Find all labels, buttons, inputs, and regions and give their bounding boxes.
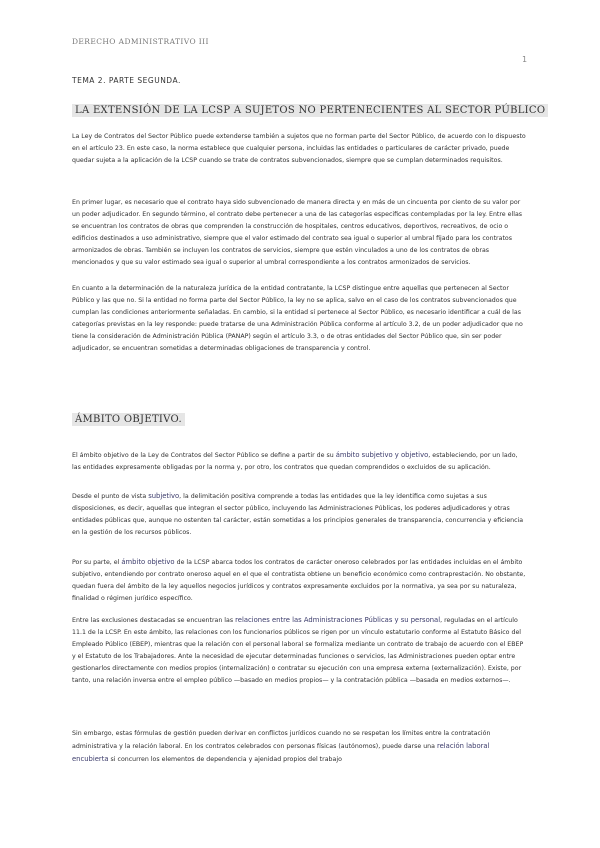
- highlight-term: subjetivo: [148, 492, 180, 500]
- paragraph-4: [72, 449, 526, 474]
- section-heading-extension: LA EXTENSIÓN DE LA LCSP A SUJETOS NO PERTENECIENTES AL SECTOR PÚBLICO: [72, 104, 548, 117]
- paragraph-3: En cuanto a la determinación de la naturaleza jurídica de la entidad contratante, la LCSP distingue entre aquellas que pertenecen al Sector Público y las que no. Si la entidad no forma parte del Sector Público, la ley no se aplica, salvo en el caso de los contratos subvencionados que cumplan las condiciones anteriormente señaladas. En cambio, si la entidad sí pertenece al Sector Público, es necesario identificar a cuál de las categorías previstas en la ley responde: puede tratarse de una Administración Pública conforme al artículo 3.2, de un poder adjudicador que no tiene la consideración de Administración Pública (PANAP) según el artículo 3.3, o de otras entidades del Sector Público que, sin ser poder adjudicador, se encuentran sometidas a determinadas obligaciones de transparencia y control.: [72, 285, 523, 352]
- text-run: Sin embargo, estas fórmulas de gestión pueden derivar en conflictos jurídicos cuando no se respetan los límites entre la contratación administrativa y la relación laboral. En los contratos celebrados con personas físicas (autónomos), puede darse una: [72, 730, 491, 750]
- text-run: , la delimitación positiva comprende a todas las entidades que la ley identifica como sujetas a sus disposiciones, es decir, aquellas que integran el sector público, incluyendo las Administraciones Públicas, los poderes adjudicadores y otras entidades públicas que, aunque no ostenten tal carácter, están sometidas a los principios generales de transparencia, concurrencia y eficiencia en la gestión de los recursos públicos.: [72, 493, 524, 536]
- highlight-term: ámbito subjetivo y objetivo: [335, 451, 429, 459]
- text-run: de la LCSP abarca todos los contratos de carácter oneroso celebrados por las entidades incluidas en el ámbito subjetivo, entendiendo por contrato oneroso aquel en el que el contratista obtiene un beneficio económico como contraprestación. No obstante, quedan fuera del ámbito de la ley aquellos negocios jurídicos y contratos expresamente excluidos por la normativa, ya sea por su naturaleza, finalidad o régimen jurídico específico.: [72, 559, 526, 602]
- paragraph-6: [72, 556, 526, 605]
- text-run: , reguladas en el artículo 11.1 de la LCSP. En este ámbito, las relaciones con los funcionarios públicos se rigen por un vínculo estatutario conforme al Estatuto Básico del Empleado Público (EBEP), mientras que la relación con el personal laboral se formaliza mediante un contrato de trabajo de acuerdo con el EBEP y el Estatuto de los Trabajadores. Ante la necesidad de ejecutar determinadas funciones o servicios, las Administraciones pueden optar entre gestionarlos directamente con medios propios (internalización) o contratar su ejecución con una empresa externa (externalización). Existe, por tanto, una relación inversa entre el empleo público —basado en medios propios— y la contratación pública —basada en medios externos—.: [72, 617, 524, 684]
- paragraph-8: [72, 728, 526, 766]
- text-run: , estableciendo, por un lado, las entidades expresamente obligadas por la norma y, por otro, los contratos que quedan comprendidos o excluidos de su aplicación.: [72, 452, 518, 471]
- highlight-term: relación laboral encubierta: [72, 742, 490, 763]
- paragraph-2: En primer lugar, es necesario que el contrato haya sido subvencionado de manera directa y en más de un cincuenta por ciento de su valor por un poder adjudicador. En segundo término, el contrato debe pertenecer a una de las categorías especificas contempladas por la ley. Entre ellas se encuentran los contratos de obras que comprenden la construcción de hospitales, centros educativos, deportivos, recreativos, de ocio o edificios destinados a uso administrativo, siempre que el valor estimado del contrato sea igual o superior al umbral fijado para los contratos armonizados de obras. También se incluyen los contratos de servicios, siempre que estén vinculados a uno de los contratos de obras mencionados y que su valor estimado sea igual o superior al umbral correspondiente a los contratos armonizados de servicios.: [72, 199, 523, 266]
- section-heading-ambito-objetivo: ÁMBITO OBJETIVO.: [72, 413, 185, 426]
- paragraph-1: La Ley de Contratos del Sector Público puede extenderse también a sujetos que no forman parte del Sector Público, de acuerdo con lo dispuesto en el artículo 23. En este caso, la norma establece que cualquier persona, incluidas las entidades o particulares de carácter privado, puede quedar sujeta a la aplicación de la LCSP cuando se trate de contratos subvencionados, siempre que se cumplan determinados requisitos.: [72, 133, 526, 164]
- text-run: El ámbito objetivo de la Ley de Contratos del Sector Público se define a partir de su: [72, 452, 336, 459]
- text-run: Por su parte, el: [72, 559, 122, 566]
- page-number: 1: [522, 55, 528, 64]
- highlight-term: relaciones entre las Administraciones Públicas y su personal: [235, 616, 441, 624]
- highlight-term: ámbito objetivo: [121, 558, 175, 566]
- text-run: Entre las exclusiones destacadas se encuentran las: [72, 617, 236, 624]
- text-run: Desde el punto de vista: [72, 493, 149, 500]
- paragraph-7: [72, 614, 526, 687]
- text-run: si concurren los elementos de dependencia y ajenidad propios del trabajo: [108, 756, 342, 763]
- paragraph-5: [72, 490, 526, 539]
- running-header: DERECHO ADMINISTRATIVO III: [72, 37, 209, 46]
- topic-label: TEMA 2. PARTE SEGUNDA.: [72, 76, 181, 85]
